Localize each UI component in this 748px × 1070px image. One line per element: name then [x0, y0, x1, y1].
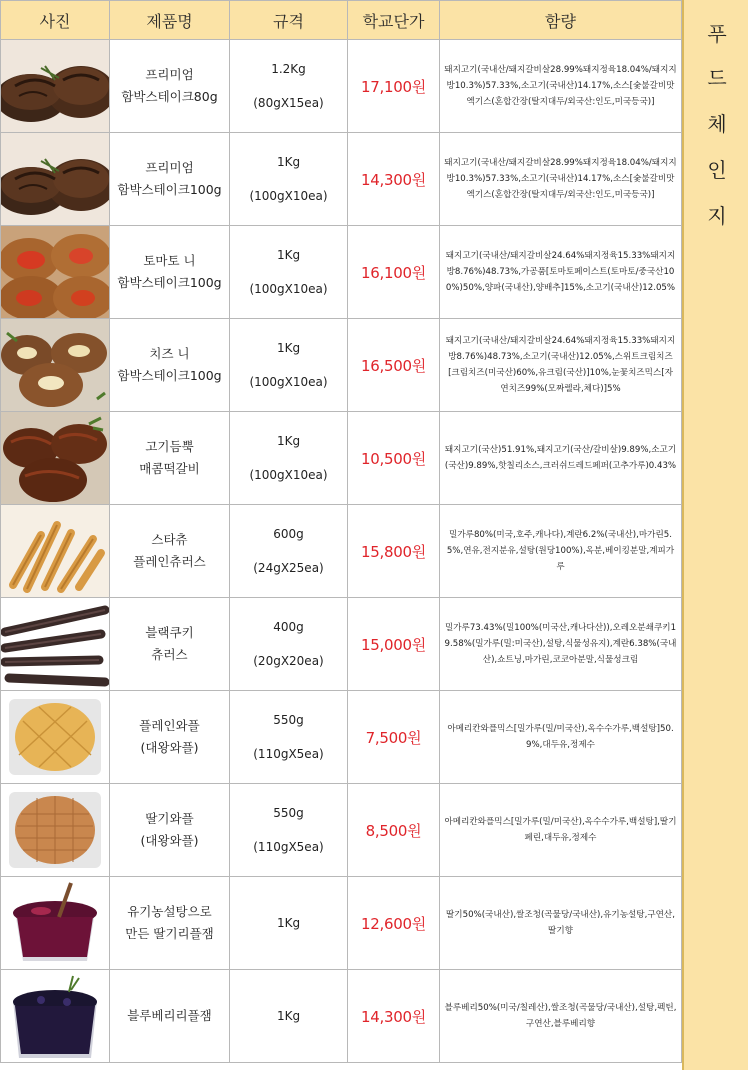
plain-waffle-photo: [1, 691, 109, 783]
school-price: 10,500원: [361, 449, 426, 468]
ingredients-text: 밀가루80%(미국,호주,캐나다),계란6.2%(국내산),마가린5.5%,연유,전지분유,설탕(원당100%),옥분,베이킹분말,계피가루: [446, 530, 675, 572]
photo-cell: [1, 970, 110, 1063]
ingredients-text: 아메리칸와플믹스[밀가루(밀/미국산),옥수수가루,백설탕],딸기페린,대두유,정제수: [444, 817, 677, 843]
product-spec-weight: 1.2Kg: [271, 62, 306, 76]
product-name: 블루베리리플잼: [127, 1008, 212, 1023]
school-price: 12,600원: [361, 914, 426, 933]
hamburg-steak-photo: [1, 40, 109, 132]
side-banner: [682, 0, 748, 1070]
photo-cell: [1, 40, 110, 133]
product-spec-weight: 550g: [273, 713, 304, 727]
product-name: 유기농설탕으로 만든 딸기리플잼: [125, 904, 214, 941]
product-spec-pack: (20gX20ea): [253, 654, 324, 668]
product-name: 프리미엄 함박스테이크80g: [121, 67, 218, 104]
product-spec-pack: (100gX10ea): [249, 189, 328, 203]
photo-cell: [1, 226, 110, 319]
product-name: 토마토 니 함박스테이크100g: [117, 253, 222, 290]
table-row: [1, 970, 682, 1063]
side-banner-char: 푸: [707, 22, 727, 46]
table-row: [1, 40, 682, 133]
product-spec-pack: (24gX25ea): [253, 561, 324, 575]
ingredients-text: 돼지고기(국내산/돼지갈비살28.99%돼지정육18.04%/돼지지방10.3%)57.33%,소고기(국내산)14.17%,소스[숯불갈비맛엑기스(혼합간장(탈지대두/외국산:인도,미국등국)]: [444, 158, 677, 200]
table-row: [1, 784, 682, 877]
tomato-steak-photo: [1, 226, 109, 318]
table-row: [1, 412, 682, 505]
product-spec-weight: 1Kg: [276, 155, 301, 169]
table-row: [1, 226, 682, 319]
header-spec: 규격: [230, 1, 348, 40]
product-name: 고기듬뿍 매콤떡갈비: [139, 439, 200, 476]
ingredients-text: 아메리칸와플믹스[밀가루(밀/미국산),옥수수가루,백설탕]50.9%,대두유,정제수: [447, 724, 674, 750]
side-banner-char: 체: [707, 112, 727, 136]
ingredients-text: 딸기50%(국내산),쌀조청(곡물당/국내산),유기농설탕,구연산,딸기향: [446, 910, 675, 936]
header-photo: 사진: [1, 1, 110, 40]
churros-black-photo: [1, 598, 109, 690]
churros-plain-photo: [1, 505, 109, 597]
product-spec-pack: (110gX5ea): [253, 747, 324, 761]
side-banner-char: 드: [707, 66, 727, 90]
header-ingredients: 함량: [440, 1, 682, 40]
product-spec-weight: 1Kg: [276, 341, 301, 355]
product-name: 블랙쿠키 츄러스: [145, 625, 194, 662]
header-school-price: 학교단가: [348, 1, 440, 40]
table-row: [1, 877, 682, 970]
school-price: 16,500원: [361, 356, 426, 375]
school-price: 16,100원: [361, 263, 426, 282]
photo-cell: [1, 505, 110, 598]
table-row: [1, 598, 682, 691]
school-price: 7,500원: [365, 728, 422, 747]
ingredients-text: 밀가루73.43%(밀100%(미국산,캐나다산)),오레오분쇄쿠키19.58%(밀가루(밀:미국산),설탕,식물성유지),계란6.38%(국내산),쇼트닝,마가린,코코아분말,식물성크림: [444, 623, 677, 665]
photo-cell: [1, 598, 110, 691]
hamburg-steak-photo: [1, 133, 109, 225]
product-spec-weight: 550g: [273, 806, 304, 820]
product-name: 스타츄 플레인츄러스: [133, 532, 206, 569]
school-price: 8,500원: [365, 821, 422, 840]
header-product-name: 제품명: [110, 1, 230, 40]
ingredients-text: 돼지고기(국내산/돼지갈비살24.64%돼지정육15.33%돼지지방8.76%)48.73%,소고기(국내산)12.05%,스위트크림치즈[크림치즈(미국산)60%,유크림(국산)]10%,눈꽃치즈믹스[자연치즈99%(모짜렐라,체다)]5%: [445, 336, 676, 394]
school-price: 15,000원: [361, 635, 426, 654]
photo-cell: [1, 412, 110, 505]
product-spec-weight: 1Kg: [276, 434, 301, 448]
side-banner-char: 지: [707, 204, 727, 228]
product-spec-weight: 1Kg: [276, 1009, 301, 1023]
school-price: 14,300원: [361, 170, 426, 189]
strawberry-waffle-photo: [1, 784, 109, 876]
product-spec-weight: 1Kg: [276, 248, 301, 262]
product-name: 프리미엄 함박스테이크100g: [117, 160, 222, 197]
product-name: 플레인와플 (대왕와플): [139, 718, 200, 755]
strawberry-jam-photo: [1, 877, 109, 969]
school-price: 15,800원: [361, 542, 426, 561]
product-spec-pack: (100gX10ea): [249, 375, 328, 389]
photo-cell: [1, 877, 110, 970]
product-name: 딸기와플 (대왕와플): [140, 811, 199, 848]
cheese-steak-photo: [1, 319, 109, 411]
table-row: [1, 505, 682, 598]
product-name: 치즈 니 함박스테이크100g: [117, 346, 222, 383]
school-price: 14,300원: [361, 1007, 426, 1026]
table-row: [1, 319, 682, 412]
product-spec-pack: (100gX10ea): [249, 468, 328, 482]
photo-cell: [1, 133, 110, 226]
school-price: 17,100원: [361, 77, 426, 96]
photo-cell: [1, 784, 110, 877]
product-spec-weight: 600g: [273, 527, 304, 541]
blueberry-jam-photo: [1, 970, 109, 1062]
tteokgalbi-photo: [1, 412, 109, 504]
ingredients-text: 돼지고기(국내산/돼지갈비살24.64%돼지정육15.33%돼지지방8.76%)48.73%,가공품[토마토페이스트(토마토/중국산100%)50%,양파(국내산),양배추]15%,소고기(국내산)12.05%: [445, 251, 676, 293]
ingredients-text: 블루베리50%(미국/칠레산),쌀조청(곡물당/국내산),설탕,펙틴,구연산,블루베리향: [444, 1003, 677, 1029]
product-spec-weight: 400g: [273, 620, 304, 634]
table-row: [1, 133, 682, 226]
photo-cell: [1, 319, 110, 412]
product-spec-pack: (110gX5ea): [253, 840, 324, 854]
ingredients-text: 돼지고기(국내산/돼지갈비살28.99%돼지정육18.04%/돼지지방10.3%)57.33%,소고기(국내산)14.17%,소스[숯불갈비맛엑기스(혼합간장(탈지대두/외국산:인도,미국등국)]: [444, 65, 677, 107]
product-spec-pack: (100gX10ea): [249, 282, 328, 296]
side-banner-char: 인: [707, 158, 727, 182]
table-row: [1, 691, 682, 784]
header-row: [1, 1, 682, 40]
ingredients-text: 돼지고기(국산)51.91%,돼지고기(국산/갈비살)9.89%,소고기(국산)9.89%,핫칠리소스,크러쉬드레드페퍼(고추가루)0.43%: [444, 445, 677, 471]
photo-cell: [1, 691, 110, 784]
product-spec-pack: (80gX15ea): [253, 96, 324, 110]
product-spec-weight: 1Kg: [276, 916, 301, 930]
